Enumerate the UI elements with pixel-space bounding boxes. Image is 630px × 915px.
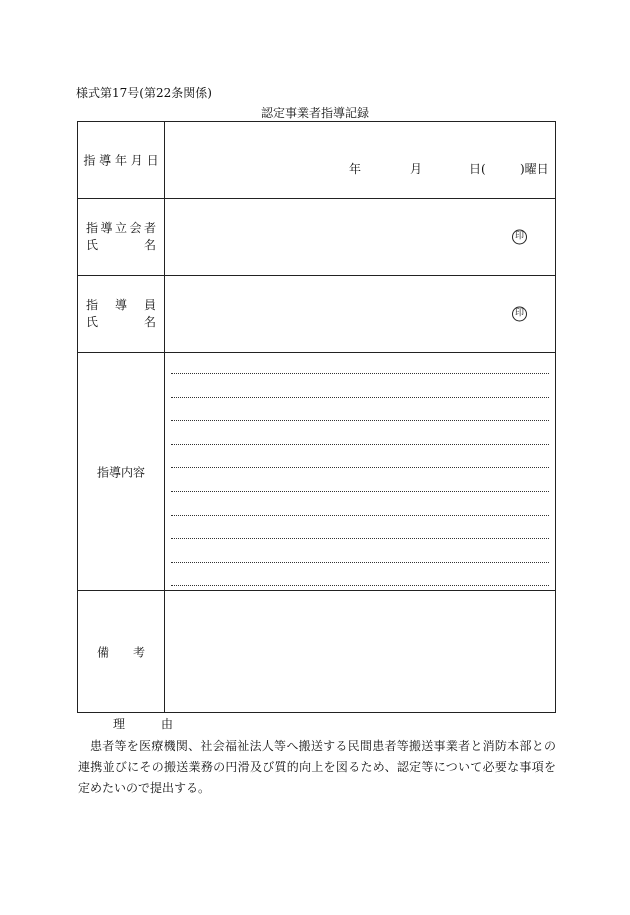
reason-heading-left: 理 bbox=[113, 717, 126, 731]
content-label: 指導内容 bbox=[96, 465, 145, 479]
seal-icon: 印 bbox=[512, 307, 527, 322]
content-row bbox=[78, 352, 555, 590]
witness-name-field[interactable] bbox=[165, 199, 555, 275]
dotted-writing-line bbox=[171, 585, 549, 586]
witness-label-line2: 氏 名 bbox=[86, 238, 156, 252]
instructor-name-field[interactable] bbox=[165, 276, 555, 352]
instructor-label-line1: 指 導 員 bbox=[86, 298, 156, 312]
dotted-writing-line bbox=[171, 444, 549, 445]
date-label-cell bbox=[78, 122, 165, 198]
dotted-writing-line bbox=[171, 562, 549, 563]
instructor-label-line2: 氏 名 bbox=[86, 315, 156, 329]
dotted-writing-line bbox=[171, 420, 549, 421]
witness-row bbox=[78, 198, 555, 275]
dotted-writing-line bbox=[171, 467, 549, 468]
dotted-writing-line bbox=[171, 538, 549, 539]
day-label: 日( bbox=[469, 162, 486, 176]
dotted-writing-line bbox=[171, 373, 549, 374]
remarks-row bbox=[78, 590, 555, 712]
year-label: 年 bbox=[349, 162, 362, 176]
instructor-label-cell bbox=[78, 276, 165, 352]
dotted-writing-line bbox=[171, 397, 549, 398]
witness-label-cell bbox=[78, 199, 165, 275]
content-field[interactable] bbox=[165, 353, 555, 590]
date-field[interactable] bbox=[165, 122, 555, 198]
reason-text: 患者等を医療機関、社会福祉法人等へ搬送する民間患者等搬送事業者と消防本部との連携並びにその搬送業務の円滑及び質的向上を図るため、認定等について必要な事項を定めたいので提出する。 bbox=[78, 739, 556, 795]
weekday-label: )曜日 bbox=[520, 162, 549, 176]
dotted-writing-line bbox=[171, 491, 549, 492]
form-number: 様式第17号(第22条関係) bbox=[76, 86, 212, 100]
dotted-writing-line bbox=[171, 515, 549, 516]
remarks-label-cell bbox=[78, 591, 165, 712]
seal-icon: 印 bbox=[512, 230, 527, 245]
witness-label-line1: 指 導 立 会 者 bbox=[86, 221, 156, 235]
instructor-row bbox=[78, 275, 555, 352]
month-label: 月 bbox=[410, 162, 423, 176]
content-label-cell bbox=[78, 353, 165, 590]
date-label: 指 導 年 月 日 bbox=[83, 153, 159, 168]
form-title: 認定事業者指導記録 bbox=[260, 106, 369, 120]
date-row bbox=[78, 122, 555, 198]
remarks-label: 備 考 bbox=[96, 645, 145, 659]
reason-heading bbox=[113, 715, 173, 732]
record-table bbox=[77, 121, 556, 713]
reason-heading-right: 由 bbox=[161, 717, 174, 731]
remarks-field[interactable] bbox=[165, 591, 555, 712]
